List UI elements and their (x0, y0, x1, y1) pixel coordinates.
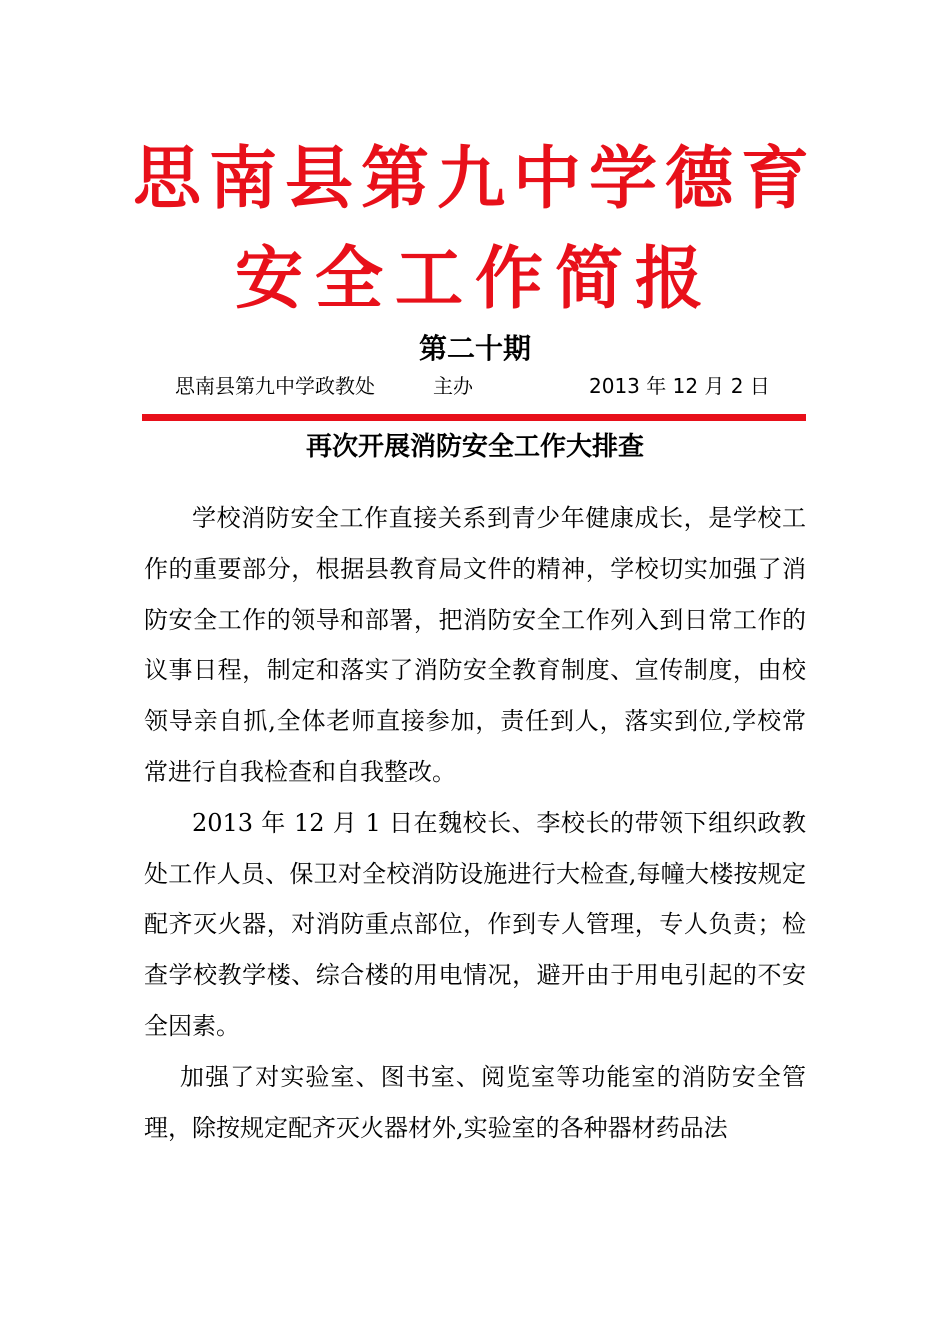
paragraph: 2013 年 12 月 1 日在魏校长、李校长的带领下组织政教处工作人员、保卫对全校消防设施进行大检查,每幢大楼按规定配齐灭火器，对消防重点部位，作到专人管理，专人负责；检查学校教学楼、综合楼的用电情况，避开由于用电引起的不安全因素。 (144, 808, 806, 1040)
article-title: 再次开展消防安全工作大排查 (305, 432, 644, 462)
organizer: 思南县第九中学政教处 (175, 374, 375, 398)
article-body (144, 493, 806, 1153)
masthead-title-line1: 思南县第九中学德育 (132, 140, 817, 219)
host-label: 主办 (433, 374, 473, 398)
publication-date: 2013 年 12 月 2 日 (589, 374, 770, 398)
paragraph: 加强了对实验室、图书室、阅览室等功能室的消防安全管理，除按规定配齐灭火器材外,实验室的各种器材药品法 (144, 1062, 806, 1142)
red-divider (142, 414, 806, 421)
publication-info (175, 370, 795, 402)
paragraph: 学校消防安全工作直接关系到青少年健康成长，是学校工作的重要部分，根据县教育局文件的精神，学校切实加强了消防安全工作的领导和部署，把消防安全工作列入到日常工作的议事日程，制定和落实了消防安全教育制度、宣传制度，由校领导亲自抓,全体老师直接参加，责任到人，落实到位,学校常常进行自我检查和自我整改。 (144, 504, 806, 786)
issue-number: 第二十期 (418, 332, 531, 365)
masthead-title-line2: 安全工作简报 (234, 240, 715, 319)
